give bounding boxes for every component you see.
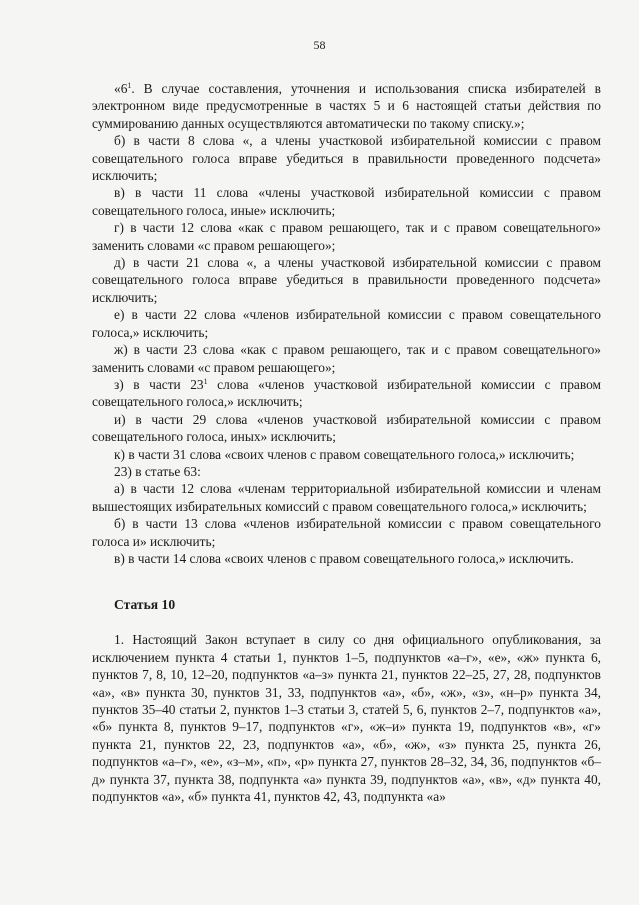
paragraph: к) в части 31 слова «своих членов с правом совещательного голоса,» исключить;	[114, 446, 575, 462]
paragraph: «$6^1$. В случае составления, уточнения и использования списка избирателей в электронном виде предусмотренные в частях 5 и 6 настоящей статьи действия по суммированию данных осуществляются автоматически по такому списку.»;	[92, 81, 601, 131]
paragraph: в) в части 14 слова «своих членов с правом совещательного голоса,» исключить.	[114, 550, 574, 566]
paragraph: з) в части $23^1$ слова «членов участковой избирательной комиссии с правом совещательного голоса,» исключить;	[92, 376, 601, 410]
article-heading: Статья 10	[114, 597, 176, 613]
paragraph: 23) в статье 63:	[114, 463, 201, 479]
paragraph: а) в части 12 слова «членам территориальной избирательной комиссии и членам вышестоящих избирательных комиссий с правом совещательного голоса,» исключить;	[92, 481, 601, 514]
amendments-list	[92, 80, 601, 567]
paragraph: в) в части 11 слова «члены участковой избирательной комиссии с правом совещательного голоса, иные» исключить;	[92, 185, 601, 218]
article-body	[92, 631, 601, 805]
paragraph: д) в части 21 слова «, а члены участковой избирательной комиссии с правом совещательного голоса вправе убедиться в правильности проведенного подсчета» исключить;	[92, 255, 601, 305]
paragraph: б) в части 8 слова «, а члены участковой избирательной комиссии с правом совещательного голоса вправе убедиться в правильности проведенного подсчета» исключить;	[92, 133, 601, 184]
paragraph: ж) в части 23 слова «как с правом решающего, так и с правом совещательного» заменить словами «с правом решающего»;	[92, 342, 601, 375]
paragraph: г) в части 12 слова «как с правом решающего, так и с правом совещательного» заменить словами «с правом решающего»;	[92, 220, 601, 253]
article-paragraph: 1. Настоящий Закон вступает в силу со дня официального опубликования, за исключением пункта 4 статьи 1, пунктов 1–5, подпунктов «а–г», «е», «ж» пункта 6, пунктов 7, 8, 10, 12–20, подпунктов «а–з» пункта 21, пунктов 22–25, 27, 28, подпунктов «а», «в» пункта 30, пунктов 31, 33, подпунктов «а», «б», «ж», «з», «н–р» пункта 34, пунктов 35–40 статьи 2, пунктов 1–3 статьи 3, статей 5, 6, пунктов 2–7, подпунктов «а», «б» пункта 8, пунктов 9–17, подпунктов «г», «ж–и» пункта 19, подпунктов «в», «г» пункта 21, пунктов 22, 23, подпунктов «а», «б», «ж», «з» пункта 25, пункта 26, подпунктов «а–г», «е», «з–м», «п», «р» пункта 27, пунктов 28–32, 34, 36, подпунктов «б–д» пункта 37, пункта 38, подпункта «а» пункта 39, подпунктов «а», «в», «д» пункта 40, подпунктов «а», «б» пункта 41, пунктов 42, 43, подпункта «а»	[92, 632, 601, 805]
paragraph: и) в части 29 слова «членов участковой избирательной комиссии с правом совещательного голоса, иных» исключить;	[92, 411, 601, 445]
paragraph: б) в части 13 слова «членов избирательной комиссии с правом совещательного голоса и» исключить;	[92, 516, 601, 549]
page-number: 58	[313, 38, 326, 52]
paragraph: е) в части 22 слова «членов избирательной комиссии с правом совещательного голоса,» исключить;	[92, 307, 601, 340]
